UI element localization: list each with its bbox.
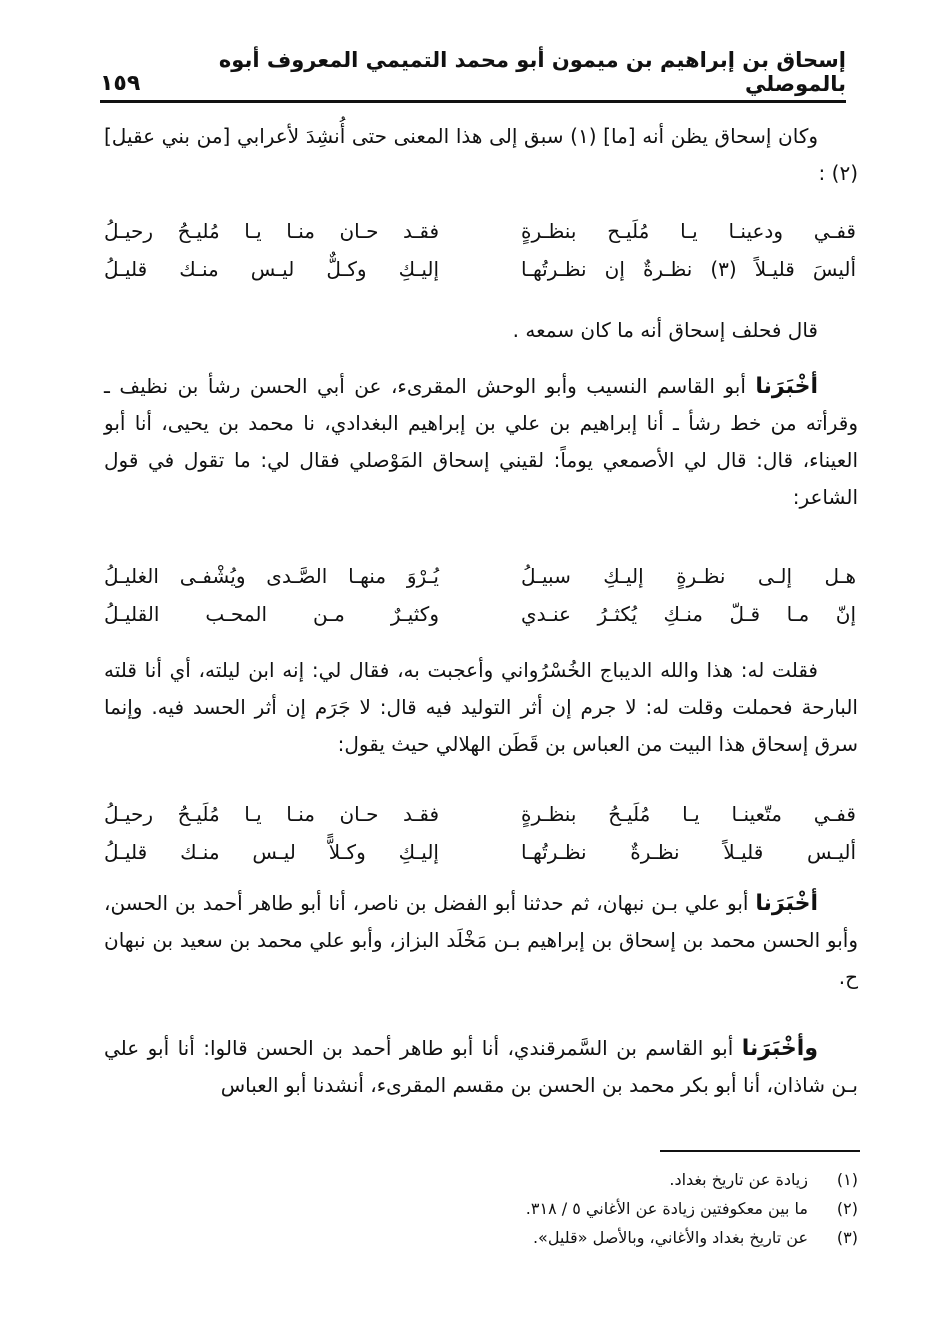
footnote-text: زيادة عن تاريخ بغداد.: [669, 1170, 808, 1189]
paragraph-3: [104, 368, 858, 516]
verse-first-hemistich: إنّ مـا قـلّ منـكِ يُكثـرُ عنـدي: [521, 602, 856, 626]
paragraph-1: وكان إسحاق يظن أنه [ما] (١) سبق إلى هذا المعنى حتى أُنشِدَ لأعرابي [من بني عقيل] (٢) :: [104, 124, 858, 185]
footnotes: [300, 1165, 858, 1252]
verse-second-hemistich: فقـد حـان منـا يـا مُليـحُ رحيـلُ: [104, 219, 439, 243]
footnote-divider: [660, 1150, 860, 1152]
verse-line: [104, 595, 856, 633]
paragraph-text: أبو القاسم بن السَّمرقندي، أنا أبو طاهر أحمد بن الحسن قالوا: أنا أبو علي بـن شاذان، أنا أبو بكر محمد بن الحسن بن مقسم المقرىء، أنشدنا أبو العباس: [104, 1036, 858, 1097]
verse-line: [104, 212, 856, 250]
verse-first-hemistich: أليسَ قليـلاً (٣) نظـرةٌ إن نظـرتُهـا: [521, 257, 856, 281]
header-title: إسحاق بن إبراهيم بن ميمون أبو محمد التميمي المعروف أبوه بالموصلي: [218, 48, 846, 96]
verse-first-hemistich: قفـي متّعينـا يـا مُلَيـحُ بنظـرةٍ: [521, 802, 856, 826]
verse-second-hemistich: وكثيـرٌ مـن المحـب القليـلُ: [104, 602, 439, 626]
narration-lead: وأخْبَرَنا: [741, 1036, 818, 1061]
narration-lead: أخْبَرَنا: [755, 891, 818, 916]
verse-second-hemistich: إليـكِ وكـلٌّ ليـس منـك قليـلُ: [104, 257, 439, 281]
verse-block-1: [104, 212, 856, 288]
footnote-number: (١): [836, 1170, 858, 1189]
paragraph-4: فقلت له: هذا والله الديباج الخُسْرُواني وأعجبت به، فقال لي: إنه ابن ليلته، أي أنا قلته البارحة فحملت وقلت له: لا جرم إن أثر التوليد فيه قال: لا جَرَم إن أثر الحسد فيه. وإنما سرق إسحاق هذا البيت من العباس بن قَطَن الهلالي حيث يقول:: [104, 658, 858, 756]
footnote-number: (٢): [836, 1199, 858, 1218]
verse-line: [104, 795, 856, 833]
footnote: [300, 1223, 858, 1252]
paragraph-5: [104, 885, 858, 996]
verse-second-hemistich: إليـكِ وكـلاًّ ليـس منـك قليـلُ: [104, 840, 439, 864]
verse-second-hemistich: فقـد حـان منـا يـا مُلَيـحُ رحيـلُ: [104, 802, 439, 826]
verse-first-hemistich: قفـي ودعينـا يـا مُلَيـح بنظـرةٍ: [521, 219, 856, 243]
paragraph-6: [104, 1030, 858, 1104]
verse-line: [104, 833, 856, 871]
paragraph-2: قال فحلف إسحاق أنه ما كان سمعه .: [512, 318, 818, 342]
paragraph-text: أبو القاسم النسيب وأبو الوحش المقرىء، عن أبي الحسن رشأ بن نظيف ـ وقرأته من خط رشأ ـ أنا إبراهيم بن علي بن إبراهيم البغدادي، نا محمد بن يحيى، أنا أبو العيناء، قال: قال لي الأصمعي يوماً: لقيني إسحاق المَوْصلي فقال لي: ما تقول في قول الشاعر:: [104, 374, 858, 509]
footnote: [300, 1165, 858, 1194]
footnote-text: عن تاريخ بغداد والأغاني، وبالأصل «قليل».: [532, 1228, 808, 1247]
verse-first-hemistich: أليـس قليـلاً نظـرةٌ نظـرتُهـا: [521, 840, 856, 864]
verse-line: [104, 250, 856, 288]
verse-line: [104, 557, 856, 595]
verse-block-3: [104, 795, 856, 871]
narration-lead: أخْبَرَنا: [755, 374, 818, 399]
footnote-number: (٣): [836, 1228, 858, 1247]
verse-first-hemistich: هـل إلـى نظـرةٍ إليـكِ سبيـلُ: [521, 564, 856, 588]
page-number: ١٥٩: [100, 71, 141, 96]
footnote-text: ما بين معكوفتين زيادة عن الأغاني ٥ / ٣١٨.: [525, 1199, 808, 1218]
verse-block-2: [104, 557, 856, 633]
footnote: [300, 1194, 858, 1223]
running-header: [100, 48, 846, 103]
verse-second-hemistich: يُـرْوَ منهـا الصَّـدى ويُشْفـى الغليـلُ: [104, 564, 439, 588]
paragraph-text: أبو علي بـن نبهان، ثم حدثنا أبو الفضل بن ناصر، أنا أبو طاهر أحمد بن الحسن، وأبو الحسن محمد بن إسحاق بن إبراهيم بـن مَخْلَد البزاز، وأبو علي محمد بن سعيد بن نبهان ح.: [104, 891, 858, 989]
